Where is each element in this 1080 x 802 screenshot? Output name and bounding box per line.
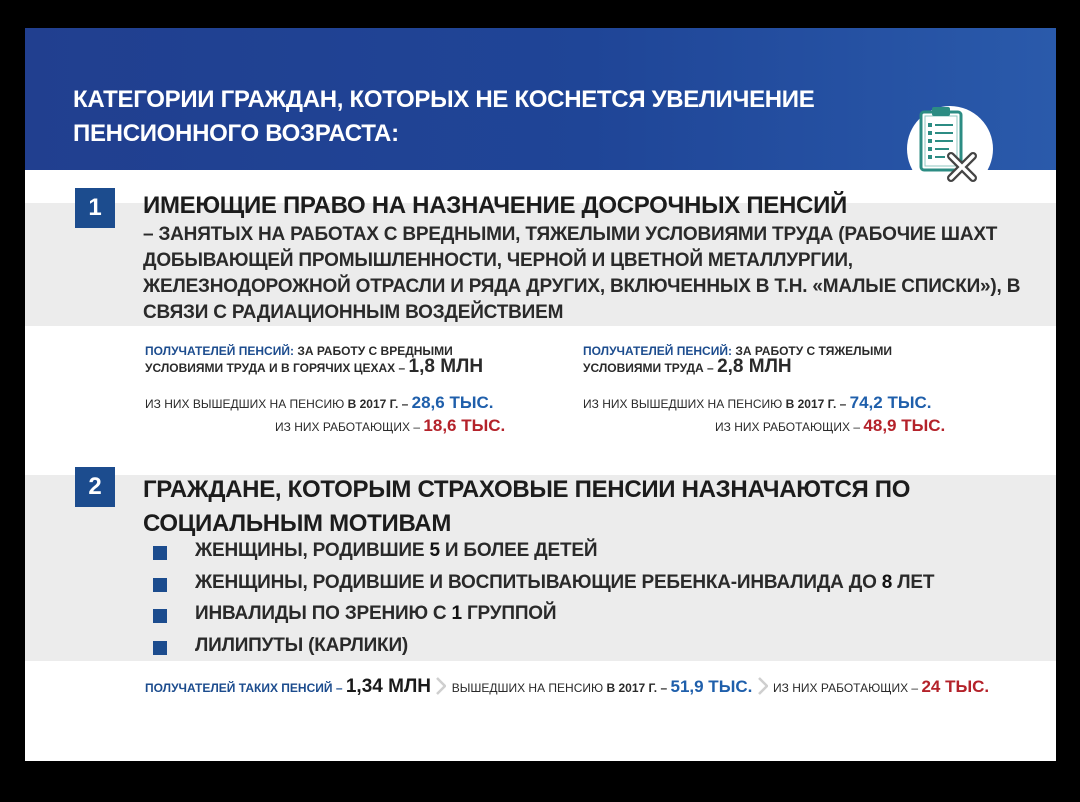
working-label: ИЗ НИХ РАБОТАЮЩИХ – xyxy=(715,420,861,434)
stat-retired-line xyxy=(145,393,493,413)
infographic-page xyxy=(25,28,1056,761)
retired-label: ИЗ НИХ ВЫШЕДШИХ НА ПЕНСИЮ xyxy=(145,397,345,411)
stat-hard-conditions xyxy=(583,343,943,376)
working-value: 48,9 ТЫС. xyxy=(863,416,946,435)
working-label: ИЗ НИХ РАБОТАЮЩИХ – xyxy=(275,420,421,434)
retired-year: В 2017 Г. – xyxy=(347,397,409,411)
stat-value: 1,8 МЛН xyxy=(408,356,484,377)
bullet-square-icon xyxy=(153,578,167,592)
list-item: ИНВАЛИДЫ ПО ЗРЕНИЮ С 1 ГРУППОЙ xyxy=(153,603,934,635)
stat-label: ПОЛУЧАТЕЛЕЙ ПЕНСИЙ: xyxy=(583,344,732,358)
clipboard-cross-icon xyxy=(907,106,993,192)
retired-value: 74,2 ТЫС. xyxy=(849,393,932,412)
header-banner xyxy=(25,28,1056,170)
bullet-square-icon xyxy=(153,609,167,623)
retired-year: В 2017 Г. – xyxy=(785,397,847,411)
retired-value: 28,6 ТЫС. xyxy=(411,393,494,412)
working-value: 18,6 ТЫС. xyxy=(423,416,506,435)
list-item: ЖЕНЩИНЫ, РОДИВШИЕ 5 И БОЛЕЕ ДЕТЕЙ xyxy=(153,540,934,572)
retired-label: ИЗ НИХ ВЫШЕДШИХ НА ПЕНСИЮ xyxy=(583,397,783,411)
bullet-square-icon xyxy=(153,641,167,655)
section-2-number: 2 xyxy=(75,467,115,507)
summary-line xyxy=(145,676,989,698)
section-1-number: 1 xyxy=(75,188,115,228)
stat-value: 2,8 МЛН xyxy=(717,356,792,377)
chevron-right-icon xyxy=(436,677,446,695)
stat-working-line xyxy=(275,416,505,436)
section-1-description: – ЗАНЯТЫХ НА РАБОТАХ С ВРЕДНЫМИ, ТЯЖЕЛЫМИ УСЛОВИЯМИ ТРУДА (РАБОЧИЕ ШАХТ ДОБЫВАЮЩЕЙ ПРОМЫШЛЕННОСТИ, ЧЕРНОЙ И ЦВЕТНОЙ МЕТАЛЛУРГИИ, ЖЕЛЕЗНОДОРОЖНОЙ ОТРАСЛИ И РЯДА ДРУГИХ, ВКЛЮЧЕННЫХ В Т.Н. «МАЛЫЕ СПИСКИ»), В СВЯЗИ С РАДИАЦИОННЫМ ВОЗДЕЙСТВИЕМ xyxy=(143,224,1021,323)
list-item: ЖЕНЩИНЫ, РОДИВШИЕ И ВОСПИТЫВАЮЩИЕ РЕБЕНКА-ИНВАЛИДА ДО 8 ЛЕТ xyxy=(153,572,934,604)
section-1-title: ИМЕЮЩИЕ ПРАВО НА НАЗНАЧЕНИЕ ДОСРОЧНЫХ ПЕНСИЙ xyxy=(143,192,847,219)
summary-working-value: 24 ТЫС. xyxy=(921,677,990,696)
list-item: ЛИЛИПУТЫ (КАРЛИКИ) xyxy=(153,635,934,667)
stat-text: ЗА РАБОТУ С ТЯЖЕЛЫМИ УСЛОВИЯМИ ТРУДА – xyxy=(583,344,892,375)
stat-text: ЗА РАБОТУ С ВРЕДНЫМИ УСЛОВИЯМИ ТРУДА И В ГОРЯЧИХ ЦЕХАХ – xyxy=(145,344,453,375)
stat-label: ПОЛУЧАТЕЛЕЙ ПЕНСИЙ: xyxy=(145,344,294,358)
summary-value: 1,34 МЛН xyxy=(345,676,431,697)
stat-retired-line xyxy=(583,393,931,413)
social-categories-list xyxy=(153,540,934,666)
summary-retired-year: В 2017 Г. – xyxy=(606,681,668,695)
chevron-right-icon xyxy=(758,677,768,695)
summary-retired-label: ВЫШЕДШИХ НА ПЕНСИЮ xyxy=(451,681,604,695)
bullet-square-icon xyxy=(153,546,167,560)
summary-working-label: ИЗ НИХ РАБОТАЮЩИХ – xyxy=(773,681,919,695)
summary-retired-value: 51,9 ТЫС. xyxy=(670,677,753,696)
page-title: КАТЕГОРИИ ГРАЖДАН, КОТОРЫХ НЕ КОСНЕТСЯ УВЕЛИЧЕНИЕ ПЕНСИОННОГО ВОЗРАСТА: xyxy=(73,86,815,147)
stat-working-line xyxy=(715,416,945,436)
stat-harmful-conditions xyxy=(145,343,505,376)
summary-label: ПОЛУЧАТЕЛЕЙ ТАКИХ ПЕНСИЙ – xyxy=(145,681,343,695)
section-2-title: ГРАЖДАНЕ, КОТОРЫМ СТРАХОВЫЕ ПЕНСИИ НАЗНАЧАЮТСЯ ПО СОЦИАЛЬНЫМ МОТИВАМ xyxy=(143,476,911,537)
